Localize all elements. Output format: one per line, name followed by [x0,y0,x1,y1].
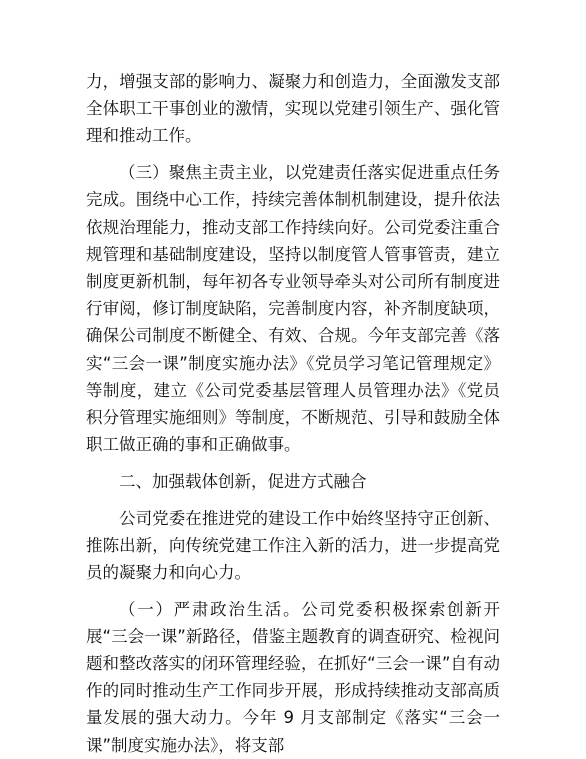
paragraph-spacing [86,495,500,505]
paragraph-spacing [86,586,500,596]
section-heading-two: 二、加强载体创新，促进方式融合 [119,471,367,491]
paragraph-continuation: 力，增强支部的影响力、凝聚力和创造力，全面激发支部全体职工干事创业的激情，实现以党建引领生产、强化管理和推动工作。 [86,72,500,146]
paragraph-spacing [86,458,500,468]
paragraph-section-three: （三）聚焦主责主业，以党建责任落实促进重点任务完成。围绕中心工作，持续完善体制机制建设，提升依法依规治理能力，推动支部工作持续向好。公司党委注重合规管理和基础制度建设，坚持以制度管人管事管责，建立制度更新机制，每年初各专业领导牵头对公司所有制度进行审阅，修订制度缺陷，完善制度内容，补齐制度缺项，确保公司制度不断健全、有效、合规。今年支部完善《落实“三会一课”制度实施办法》《党员学习笔记管理规定》等制度，建立《公司党委基层管理人员管理办法》《党员积分管理实施细则》等制度，不断规范、引导和鼓励全体职工做正确的事和正确做事。 [86,163,500,455]
paragraph-intro-section-two: 公司党委在推进党的建设工作中始终坚持守正创新、推陈出新，向传统党建工作注入新的活力，进一步提高党员的凝聚力和向心力。 [86,508,500,582]
document-body [86,68,500,759]
paragraph-political-life: （一）严肃政治生活。公司党委积极探索创新开展“三会一课”新路径，借鉴主题教育的调查研究、检视问题和整改落实的闭环管理经验，在抓好“三会一课”自有动作的同时推动生产工作同步开展，形成持续推动支部高质量发展的强大动力。今年 9 月支部制定《落实“三会一课”制度实施办法》，将支部 [86,599,500,755]
paragraph-spacing [86,150,500,160]
